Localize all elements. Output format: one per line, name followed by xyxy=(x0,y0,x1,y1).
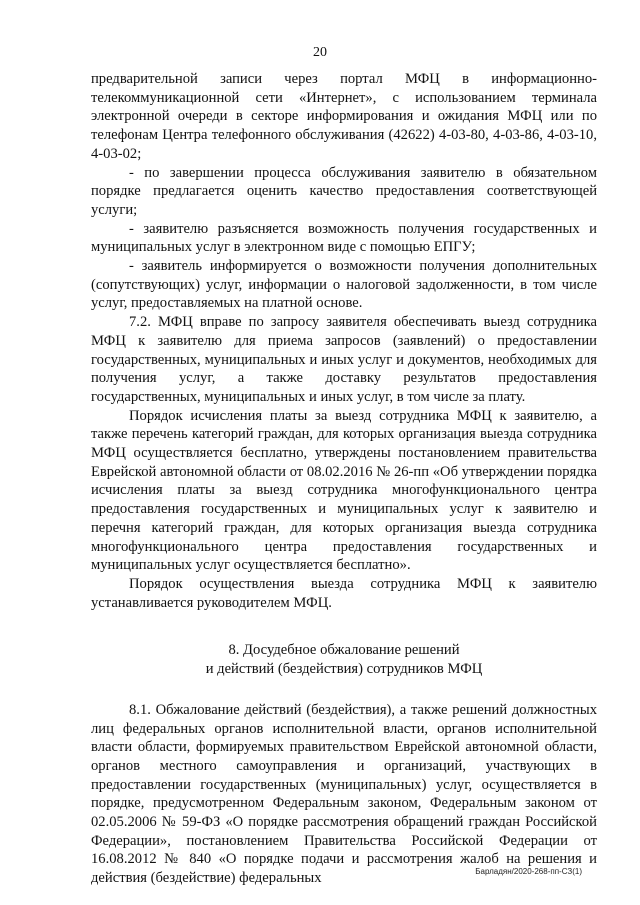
document-body xyxy=(91,70,597,888)
list-item: - по завершении процесса обслуживания заявителю в обязательном порядке предлагается оценить качество предоставления соответствующей услуги; xyxy=(91,164,597,218)
paragraph: Порядок исчисления платы за выезд сотрудника МФЦ к заявителю, а также перечень категорий граждан, для которых организация выезда сотрудника МФЦ осуществляется бесплатно, утверждены постановлением правительства Еврейской автономной области от 08.02.2016 № 26-пп «Об утверждении порядка исчисления платы за выезд сотрудника многофункционального центра предоставления государственных и муниципальных услуг к заявителю и перечня категорий граждан, для которых организация выезда сотрудника многофункционального центра предоставления государственных и муниципальных услуг осуществляется бесплатно». xyxy=(91,407,597,574)
paragraph: предварительной записи через портал МФЦ в информационно-телекоммуникационной сети «Интернет», с использованием терминала электронной очереди в секторе информирования и ожидания МФЦ или по телефонам Центра телефонного обслуживания (42622) 4-03-80, 4-03-86, 4-03-10, 4-03-02; xyxy=(91,71,597,162)
list-item: - заявитель информируется о возможности получения дополнительных (сопутствующих) услуг, информации о налоговой задолженности, в том числе услуг, предоставляемых на платной основе. xyxy=(91,258,597,312)
section-heading-line-2: и действий (бездействия) сотрудников МФЦ xyxy=(205,661,483,678)
paragraph: Порядок осуществления выезда сотрудника МФЦ к заявителю устанавливается руководителем МФЦ. xyxy=(91,575,597,611)
paragraph: 8.1. Обжалование действий (бездействия), а также решений должностных лиц федеральных органов исполнительной власти, органов исполнительной власти области, формируемых правительством Еврейской автономной области, органов местного самоуправления и организаций, участвующих в предоставлении государственных (муниципальных) услуг, осуществляется в порядке, предусмотренном Федеральным законом, Федеральным законом от 02.05.2006 № 59-ФЗ «О порядке рассмотрения обращений граждан Российской Федерации», постановлением Правительства Российской Федерации от 16.08.2012 № 840 «О порядке подачи и рассмотрения жалоб на решения и действия (бездействие) федеральных xyxy=(91,701,597,887)
page-number: 20 xyxy=(313,45,327,60)
list-item: - заявителю разъясняется возможность получения государственных и муниципальных услуг в электронном виде с помощью ЕПГУ; xyxy=(91,220,597,256)
paragraph: 7.2. МФЦ вправе по запросу заявителя обеспечивать выезд сотрудника МФЦ к заявителю для приема запросов (заявлений) о предоставлении государственных, муниципальных и иных услуг и документов, необходимых для получения услуг, а также доставку результатов предоставления государственных, муниципальных и иных услуг, в том числе за плату. xyxy=(91,314,597,405)
footer-code: Барладян/2020-268-пп-СЗ(1) xyxy=(475,867,582,876)
section-heading-line-1: 8. Досудебное обжалование решений xyxy=(228,642,460,659)
section-heading xyxy=(91,641,597,678)
